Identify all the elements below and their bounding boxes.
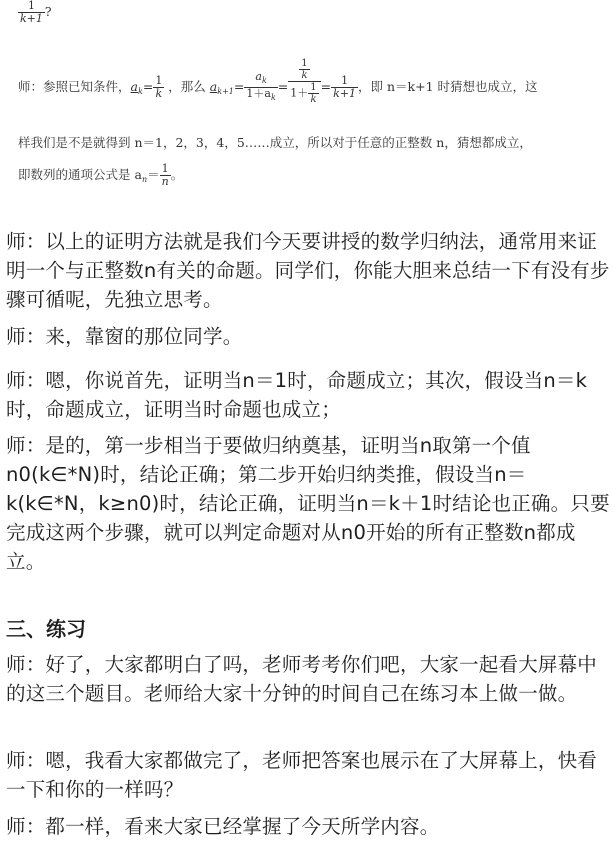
paragraph-induction-steps: 师：是的，第一步相当于要做归纳奠基，证明当n取第一个值n0(k∈*N)时，结论正确；第二步开始归纳类推，假设当n＝k(k∈*N，k≥n0)时，结论正确，证明当n＝k＋1时结论也正确。只要完成这两个步骤，就可以判定命题对从n0开始的所有正整数n都成立。	[6, 434, 610, 573]
paragraph-practice-conclusion: 师：都一样，看来大家已经掌握了今天所学内容。	[6, 815, 440, 838]
paragraph-practice-answers: 师：嗯，我看大家都做完了，老师把答案也展示在了大屏幕上，快看一下和你的一样吗？	[6, 749, 598, 801]
paragraph-student-steps: 师：嗯，你说首先，证明当n＝1时，命题成立；其次，假设当n＝k时，命题成立，证明当时命题也成立；	[6, 369, 588, 421]
fraction: $\frac{1}{k+1}$	[20, 0, 43, 25]
top-line-1: 师：参照已知条件，$a_k=$ $\frac{1}{k}$ ，那么 $a_{k+1}=$ $\frac{a_k}{1+a_k}$ = $\frac{1}{k}$ 1＋ $\frac{1}{k}$ = $\frac{1}{k+1}$ ，即 n＝k+1 时猜想也成立，这	[18, 58, 538, 105]
top-line-2: 样我们是不是就得到 n＝1，2，3，4，5……成立，所以对于任意的正整数 n，猜想都成立，	[18, 135, 532, 150]
paragraph-practice-intro: 师：好了，大家都明白了吗，老师考考你们吧，大家一起看大屏幕中的这三个题目。老师给大家十分钟的时间自己在练习本上做一做。	[6, 653, 598, 705]
paragraph-method-intro: 师：以上的证明方法就是我们今天要讲授的数学归纳法，通常用来证明一个与正整数n有关的命题。同学们，你能大胆来总结一下有没有步骤可循呢，先独立思考。	[6, 230, 610, 311]
paragraph-call-student: 师：来，靠窗的那位同学。	[6, 325, 243, 348]
section-heading: 三、练习	[6, 617, 86, 641]
top-line-0: $\frac{1}{k+1}$ ?	[20, 0, 52, 25]
top-line-3: 即数列的通项公式是 $a_n=$ $\frac{1}{n}$ 。	[18, 162, 184, 188]
